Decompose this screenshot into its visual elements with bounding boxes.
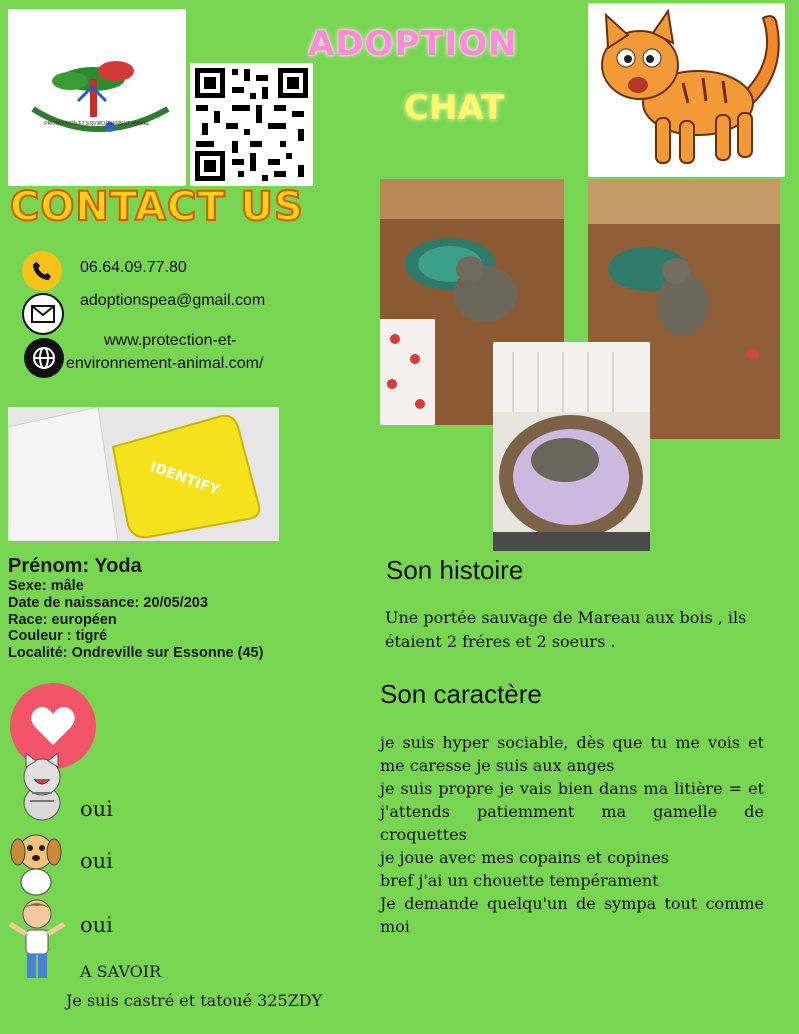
compat-cats: oui — [80, 797, 113, 821]
puppy-icon — [10, 826, 62, 901]
caractere-title: Son caractère — [380, 679, 542, 709]
association-logo — [8, 9, 186, 186]
qr-code[interactable] — [190, 63, 313, 186]
website-line1[interactable]: www.protection-et- — [104, 332, 237, 349]
email-address[interactable]: adoptionspea@gmail.com — [80, 292, 266, 309]
cartoon-cat-image — [588, 3, 785, 177]
caractere-line-2: je suis propre je vais bien dans ma litière = et j'attends patiemment ma gamelle de croquettes — [380, 779, 764, 844]
cat-couleur: Couleur : tigré — [8, 628, 108, 645]
caractere-line-3: je joue avec mes copains et copines — [380, 848, 670, 867]
savoir-title: A SAVOIR — [80, 962, 162, 981]
caractere-text — [380, 731, 764, 938]
chat-title: CHAT — [404, 88, 505, 128]
kitten-icon — [14, 753, 70, 828]
identify-label: IDENTIFY — [147, 458, 222, 499]
adoption-title: ADOPTION — [308, 24, 518, 64]
contact-heading: CONTACT US — [10, 184, 304, 230]
child-icon — [6, 896, 68, 993]
caractere-line-5: Je demande quelqu'un de sympa tout comme moi — [380, 894, 764, 936]
savoir-text: Je suis castré et tatoué 325ZDY — [66, 991, 323, 1010]
tree-logo-icon — [8, 9, 186, 186]
compat-children: oui — [80, 913, 113, 937]
cartoon-cat-icon — [588, 3, 785, 177]
phone-icon — [22, 251, 62, 291]
histoire-title: Son histoire — [386, 555, 524, 585]
mail-icon — [22, 293, 64, 335]
phone-number[interactable]: 06.64.09.77.80 — [80, 259, 187, 276]
cat-localite: Localité: Ondreville sur Essonne (45) — [8, 645, 264, 662]
identify-puzzle-image — [8, 407, 279, 541]
cat-info — [8, 554, 263, 662]
globe-icon — [24, 338, 64, 378]
qr-code-icon — [190, 63, 313, 186]
website-line2[interactable]: environnement-animal.com/ — [66, 355, 264, 372]
cat-sexe: Sexe: mâle — [8, 578, 84, 594]
cat-photo-3 — [493, 342, 650, 551]
caractere-line-4: bref j'ai un chouette tempérament — [380, 871, 659, 890]
histoire-text: Une portée sauvage de Mareau aux bois , ils étaient 2 fréres et 2 soeurs . — [385, 608, 747, 651]
cat-birthdate: Date de naissance: 20/05/203 — [8, 594, 208, 611]
logo-label: PROTECTION ET ENVIRONNEMENT ANIMAL — [44, 121, 150, 127]
caractere-line-1: je suis hyper sociable, dès que tu me vois et me caresse je suis aux anges — [380, 733, 764, 775]
cat-race: Race: européen — [8, 611, 117, 628]
compat-dogs: oui — [80, 849, 113, 873]
cat-name: Prénom: Yoda — [8, 555, 142, 577]
